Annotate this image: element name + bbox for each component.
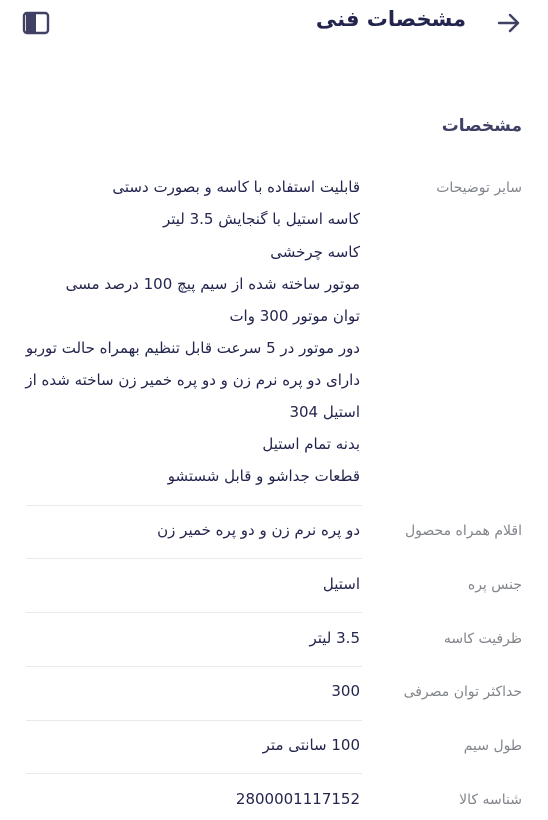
spec-label: شناسه کالا	[459, 792, 522, 808]
description-line: دور موتور در 5 سرعت قابل تنظیم بهمراه حالت توربو	[25, 339, 360, 357]
description-line: موتور ساخته شده از سیم پیچ 100 درصد مسی	[65, 275, 360, 293]
page-title: مشخصات فنی	[315, 7, 466, 31]
divider	[26, 773, 362, 774]
divider	[26, 612, 362, 613]
divider	[26, 558, 362, 559]
divider	[26, 720, 362, 721]
spec-value: دو پره نرم زن و دو پره خمیر زن	[157, 521, 360, 539]
spec-label: اقلام همراه محصول	[404, 523, 522, 539]
description-line: بدنه تمام استیل	[262, 435, 360, 453]
spec-label: جنس پره	[467, 577, 522, 593]
top-app-bar	[0, 0, 548, 44]
divider	[26, 666, 362, 667]
description-line: کاسه چرخشی	[270, 243, 360, 261]
back-button[interactable]	[496, 10, 522, 36]
description-line: کاسه استیل با گنجایش 3.5 لیتر	[162, 210, 360, 228]
arrow-right-icon	[496, 10, 522, 36]
description-line: قابلیت استفاده با کاسه و بصورت دستی	[112, 178, 360, 196]
spec-value: استیل	[322, 575, 360, 593]
spec-value: 100 سانتی متر	[262, 736, 360, 754]
spec-value: 2800001117152	[235, 790, 360, 808]
description-line: استیل 304	[289, 403, 360, 421]
spec-label: ظرفیت کاسه	[443, 631, 522, 647]
spec-label-description: سایر توضیحات	[436, 180, 522, 196]
spec-value: 300	[331, 682, 360, 700]
description-line: توان موتور 300 وات	[229, 307, 360, 325]
section-title: مشخصات	[441, 116, 522, 136]
compare-icon	[22, 11, 50, 35]
description-line: قطعات جداشو و قابل شستشو	[167, 467, 360, 485]
description-line: دارای دو پره نرم زن و دو پره خمیر زن ساخته شده از	[25, 371, 360, 389]
divider	[26, 505, 362, 506]
spec-label: حداکثر توان مصرفی	[403, 684, 522, 700]
spec-value: 3.5 لیتر	[309, 629, 360, 647]
spec-label: طول سیم	[463, 738, 522, 754]
compare-button[interactable]	[22, 11, 50, 35]
